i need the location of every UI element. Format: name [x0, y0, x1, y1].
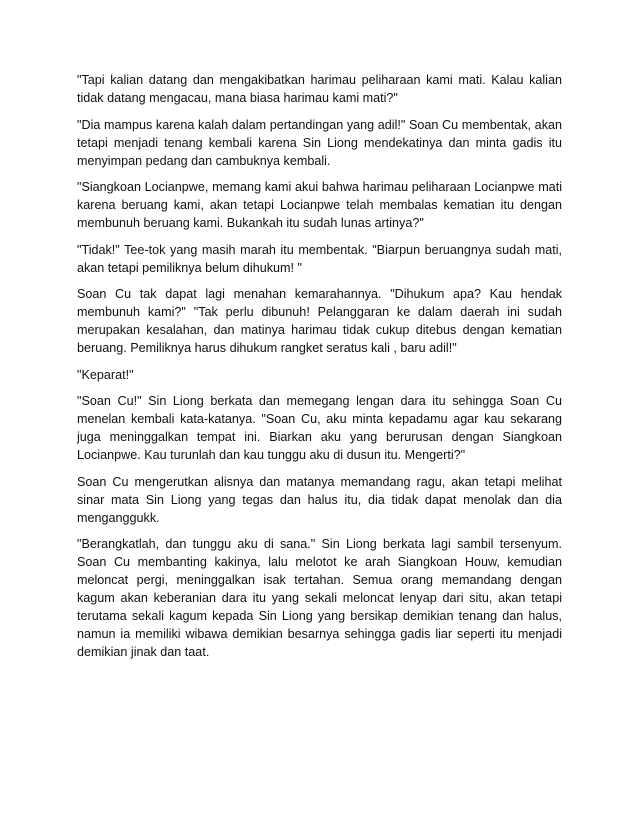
paragraph-7: "Soan Cu!" Sin Liong berkata dan memegang lengan dara itu sehingga Soan Cu menelan kembali kata-katanya. "Soan Cu, aku minta kepadamu agar kau sekarang juga meninggalkan tempat ini. Biarkan aku yang berurusan dengan Siangkoan Locianpwe. Kau turunlah dan kau tunggu aku di dusun itu. Mengerti?": [77, 394, 562, 462]
paragraph-8: Soan Cu mengerutkan alisnya dan matanya memandang ragu, akan tetapi melihat sinar mata Sin Liong yang tegas dan halus itu, dia tidak dapat menolak dan dia menganggukk.: [77, 474, 562, 525]
paragraph-6: "Keparat!": [77, 367, 134, 382]
paragraph-1: "Tapi kalian datang dan mengakibatkan harimau peliharaan kami mati. Kalau kalian tidak datang mengacau, mana biasa harimau kami mati?": [77, 73, 562, 105]
paragraph-9: "Berangkatlah, dan tunggu aku di sana." Sin Liong berkata lagi sambil tersenyum. Soan Cu membanting kakinya, lalu melotot ke arah Siangkoan Houw, kemudian meloncat pergi, meninggalkan isak tertahan. Semua orang memandang dengan kagum akan keberanian dara itu yang sekali meloncat lenyap dari situ, akan tetapi terutama sekali kagum kepada Sin Liong yang bersikap demikian tenang dan halus, namun ia memiliki wibawa demikian besarnya sehingga gadis liar seperti itu menjadi demikian jinak dan taat.: [77, 537, 562, 659]
paragraph-5: Soan Cu tak dapat lagi menahan kemarahannya. "Dihukum apa? Kau hendak membunuh kami?" "Tak perlu dibunuh! Pelanggaran ke dalam daerah ini sudah merupakan kesalahan, dan matinya harimau tidak cukup ditebus dengan kematian beruang. Pemiliknya harus dihukum rangket seratus kali , baru adil!": [77, 287, 562, 355]
body-text: [77, 71, 562, 670]
paragraph-4: "Tidak!" Tee-tok yang masih marah itu membentak. "Biarpun beruangnya sudah mati, akan tetapi pemiliknya belum dihukum! ": [77, 242, 562, 275]
paragraph-2: "Dia mampus karena kalah dalam pertandingan yang adil!" Soan Cu membentak, akan tetapi menjadi tenang kembali karena Sin Liong mendekatinya dan minta gadis itu menyimpan pedang dan cambuknya kembali.: [77, 117, 562, 168]
paragraph-3: "Siangkoan Locianpwe, memang kami akui bahwa harimau peliharaan Locianpwe mati karena beruang kami, akan tetapi Locianpwe telah membalas kematian itu dengan membunuh beruang kami. Bukankah itu sudah lunas artinya?": [77, 180, 562, 230]
